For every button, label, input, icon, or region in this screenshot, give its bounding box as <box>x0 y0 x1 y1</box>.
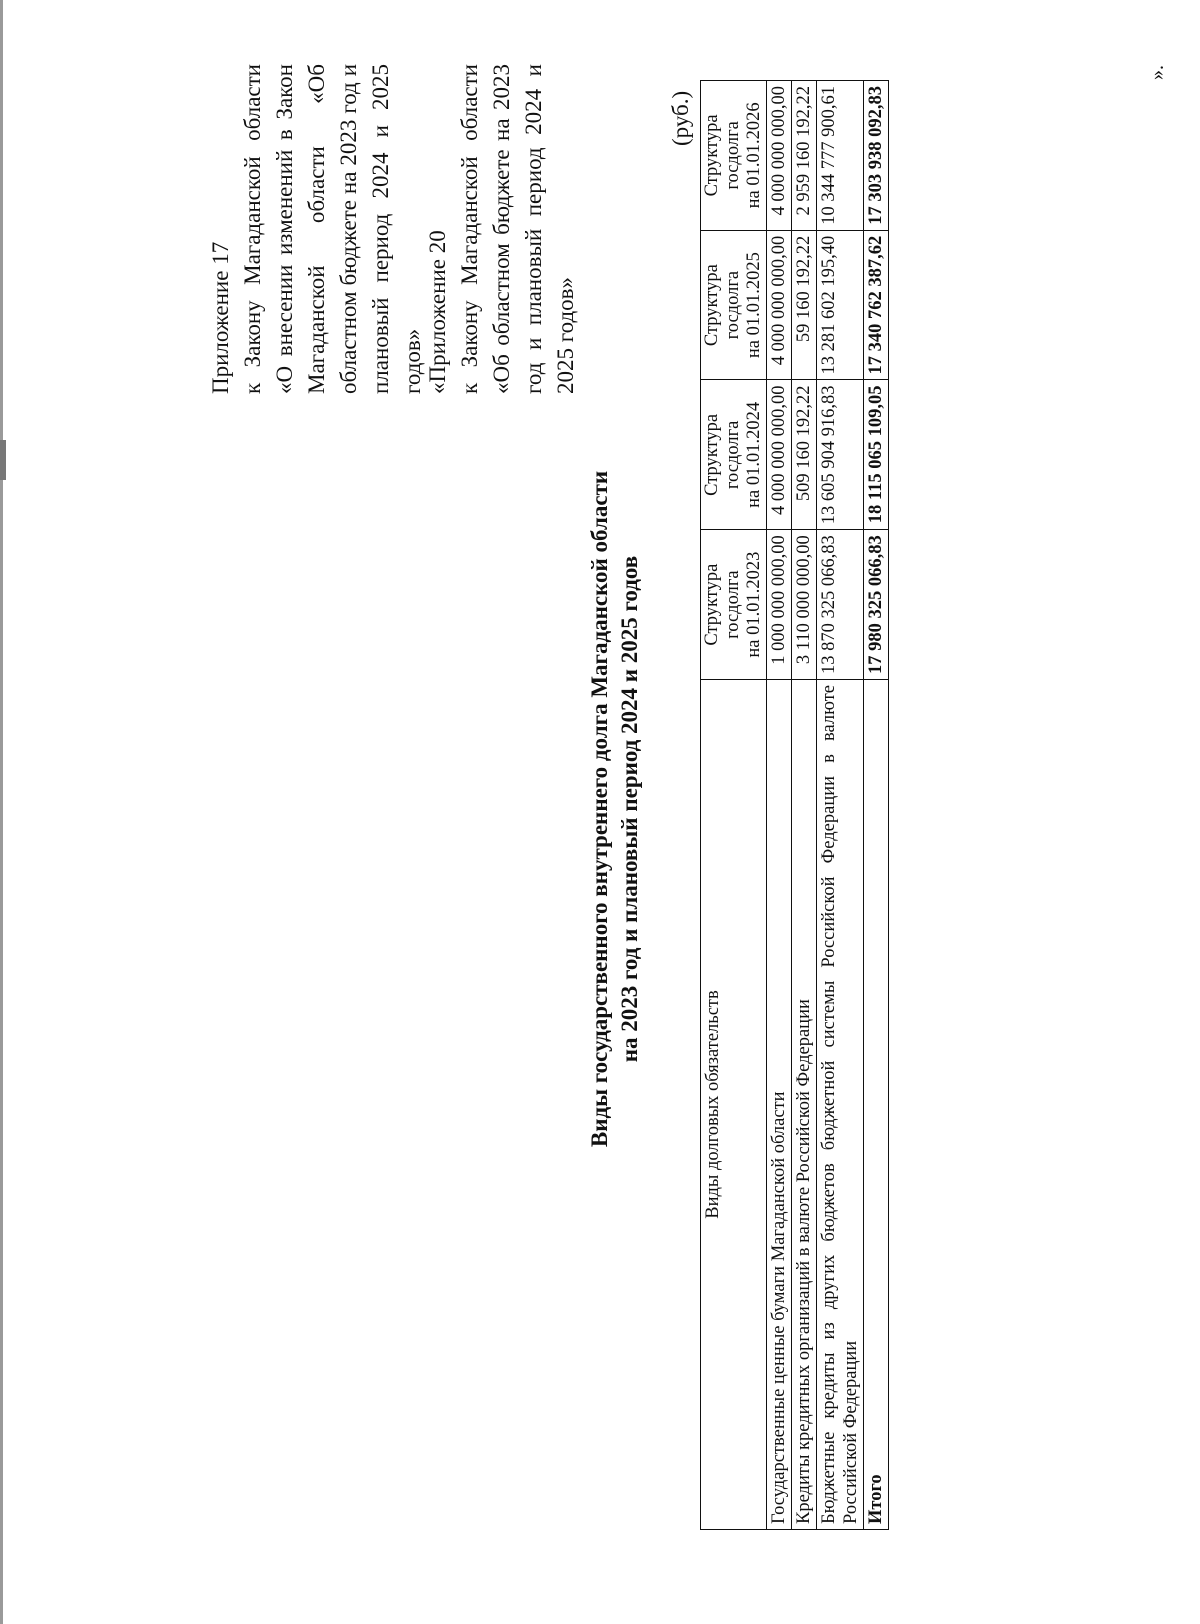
header-2023-line2: госдолга <box>723 570 743 639</box>
appendix-17-heading: Приложение 17 <box>208 241 233 394</box>
appendix-17-block <box>205 64 429 394</box>
header-2024-line2: госдолга <box>723 420 743 490</box>
header-debt-types: Виды долговых обязательств <box>701 680 767 1530</box>
appendix-20-block <box>422 64 582 394</box>
cell-value: 4 000 000 000,00 <box>767 380 792 530</box>
cell-value: 4 000 000 000,00 <box>767 230 792 380</box>
header-2023 <box>701 530 767 680</box>
cell-value: 2 959 160 192,22 <box>792 81 817 231</box>
row-name: Кредиты кредитных организаций в валюте Российской Федерации <box>792 680 817 1530</box>
cell-value: 13 605 904 916,83 <box>817 380 864 530</box>
cell-value: 1 000 000 000,00 <box>767 530 792 680</box>
cell-value: 13 870 325 066,83 <box>817 530 864 680</box>
table-header-row <box>701 81 767 1530</box>
appendix-17-text: к Закону Магаданской области «О внесении изменений в Закон Магаданской области «Об областном бюджете на 2023 год и плановый период 2024 и 2025 годов» <box>240 64 425 394</box>
total-value: 18 115 065 109,05 <box>864 380 889 530</box>
closing-quote-mark: ». <box>1146 65 1168 80</box>
total-label: Итого <box>864 680 889 1530</box>
table-row <box>792 81 817 1530</box>
title-line-1: Виды государственного внутреннего долга Магаданской области <box>587 470 612 1148</box>
cell-value: 10 344 777 900,61 <box>817 81 864 231</box>
header-2025 <box>701 230 767 380</box>
header-2025-line2: госдолга <box>723 270 743 340</box>
header-2023-line3: на 01.01.2023 <box>744 551 764 658</box>
header-2026-line1: Структура <box>702 114 722 197</box>
title-line-2: на 2023 год и плановый период 2024 и 2025 годов <box>617 555 642 1063</box>
table-total-row <box>864 81 889 1530</box>
total-value: 17 303 938 092,83 <box>864 81 889 231</box>
cell-value: 4 000 000 000,00 <box>767 81 792 231</box>
cell-value: 13 281 602 195,40 <box>817 230 864 380</box>
row-name: Государственные ценные бумаги Магаданской области <box>767 680 792 1530</box>
header-2024-line1: Структура <box>702 413 722 496</box>
appendix-20-text: к Закону Магаданской области «Об областном бюджете на 2023 год и плановый период 2024 и 2025 годов» <box>457 64 578 394</box>
header-2023-line1: Структура <box>702 563 722 646</box>
table-row <box>817 81 864 1530</box>
cell-value: 59 160 192,22 <box>792 230 817 380</box>
header-2026-line3: на 01.01.2026 <box>744 102 764 209</box>
cell-value: 3 110 000 000,00 <box>792 530 817 680</box>
header-2026-line2: госдолга <box>723 121 743 190</box>
total-value: 17 980 325 066,83 <box>864 530 889 680</box>
header-2024-line3: на 01.01.2024 <box>744 401 764 508</box>
unit-label: (руб.) <box>668 90 693 146</box>
header-2024 <box>701 380 767 530</box>
header-2025-line3: на 01.01.2025 <box>744 252 764 359</box>
appendix-20-heading: «Приложение 20 <box>425 230 450 394</box>
document-title <box>585 284 645 1334</box>
debt-table <box>700 80 889 1530</box>
header-2026 <box>701 81 767 231</box>
row-name: Бюджетные кредиты из других бюджетов бюджетной системы Российской Федерации в валюте Российской Федерации <box>817 680 864 1530</box>
header-2025-line1: Структура <box>702 264 722 347</box>
table-row <box>767 81 792 1530</box>
total-value: 17 340 762 387,62 <box>864 230 889 380</box>
cell-value: 509 160 192,22 <box>792 380 817 530</box>
